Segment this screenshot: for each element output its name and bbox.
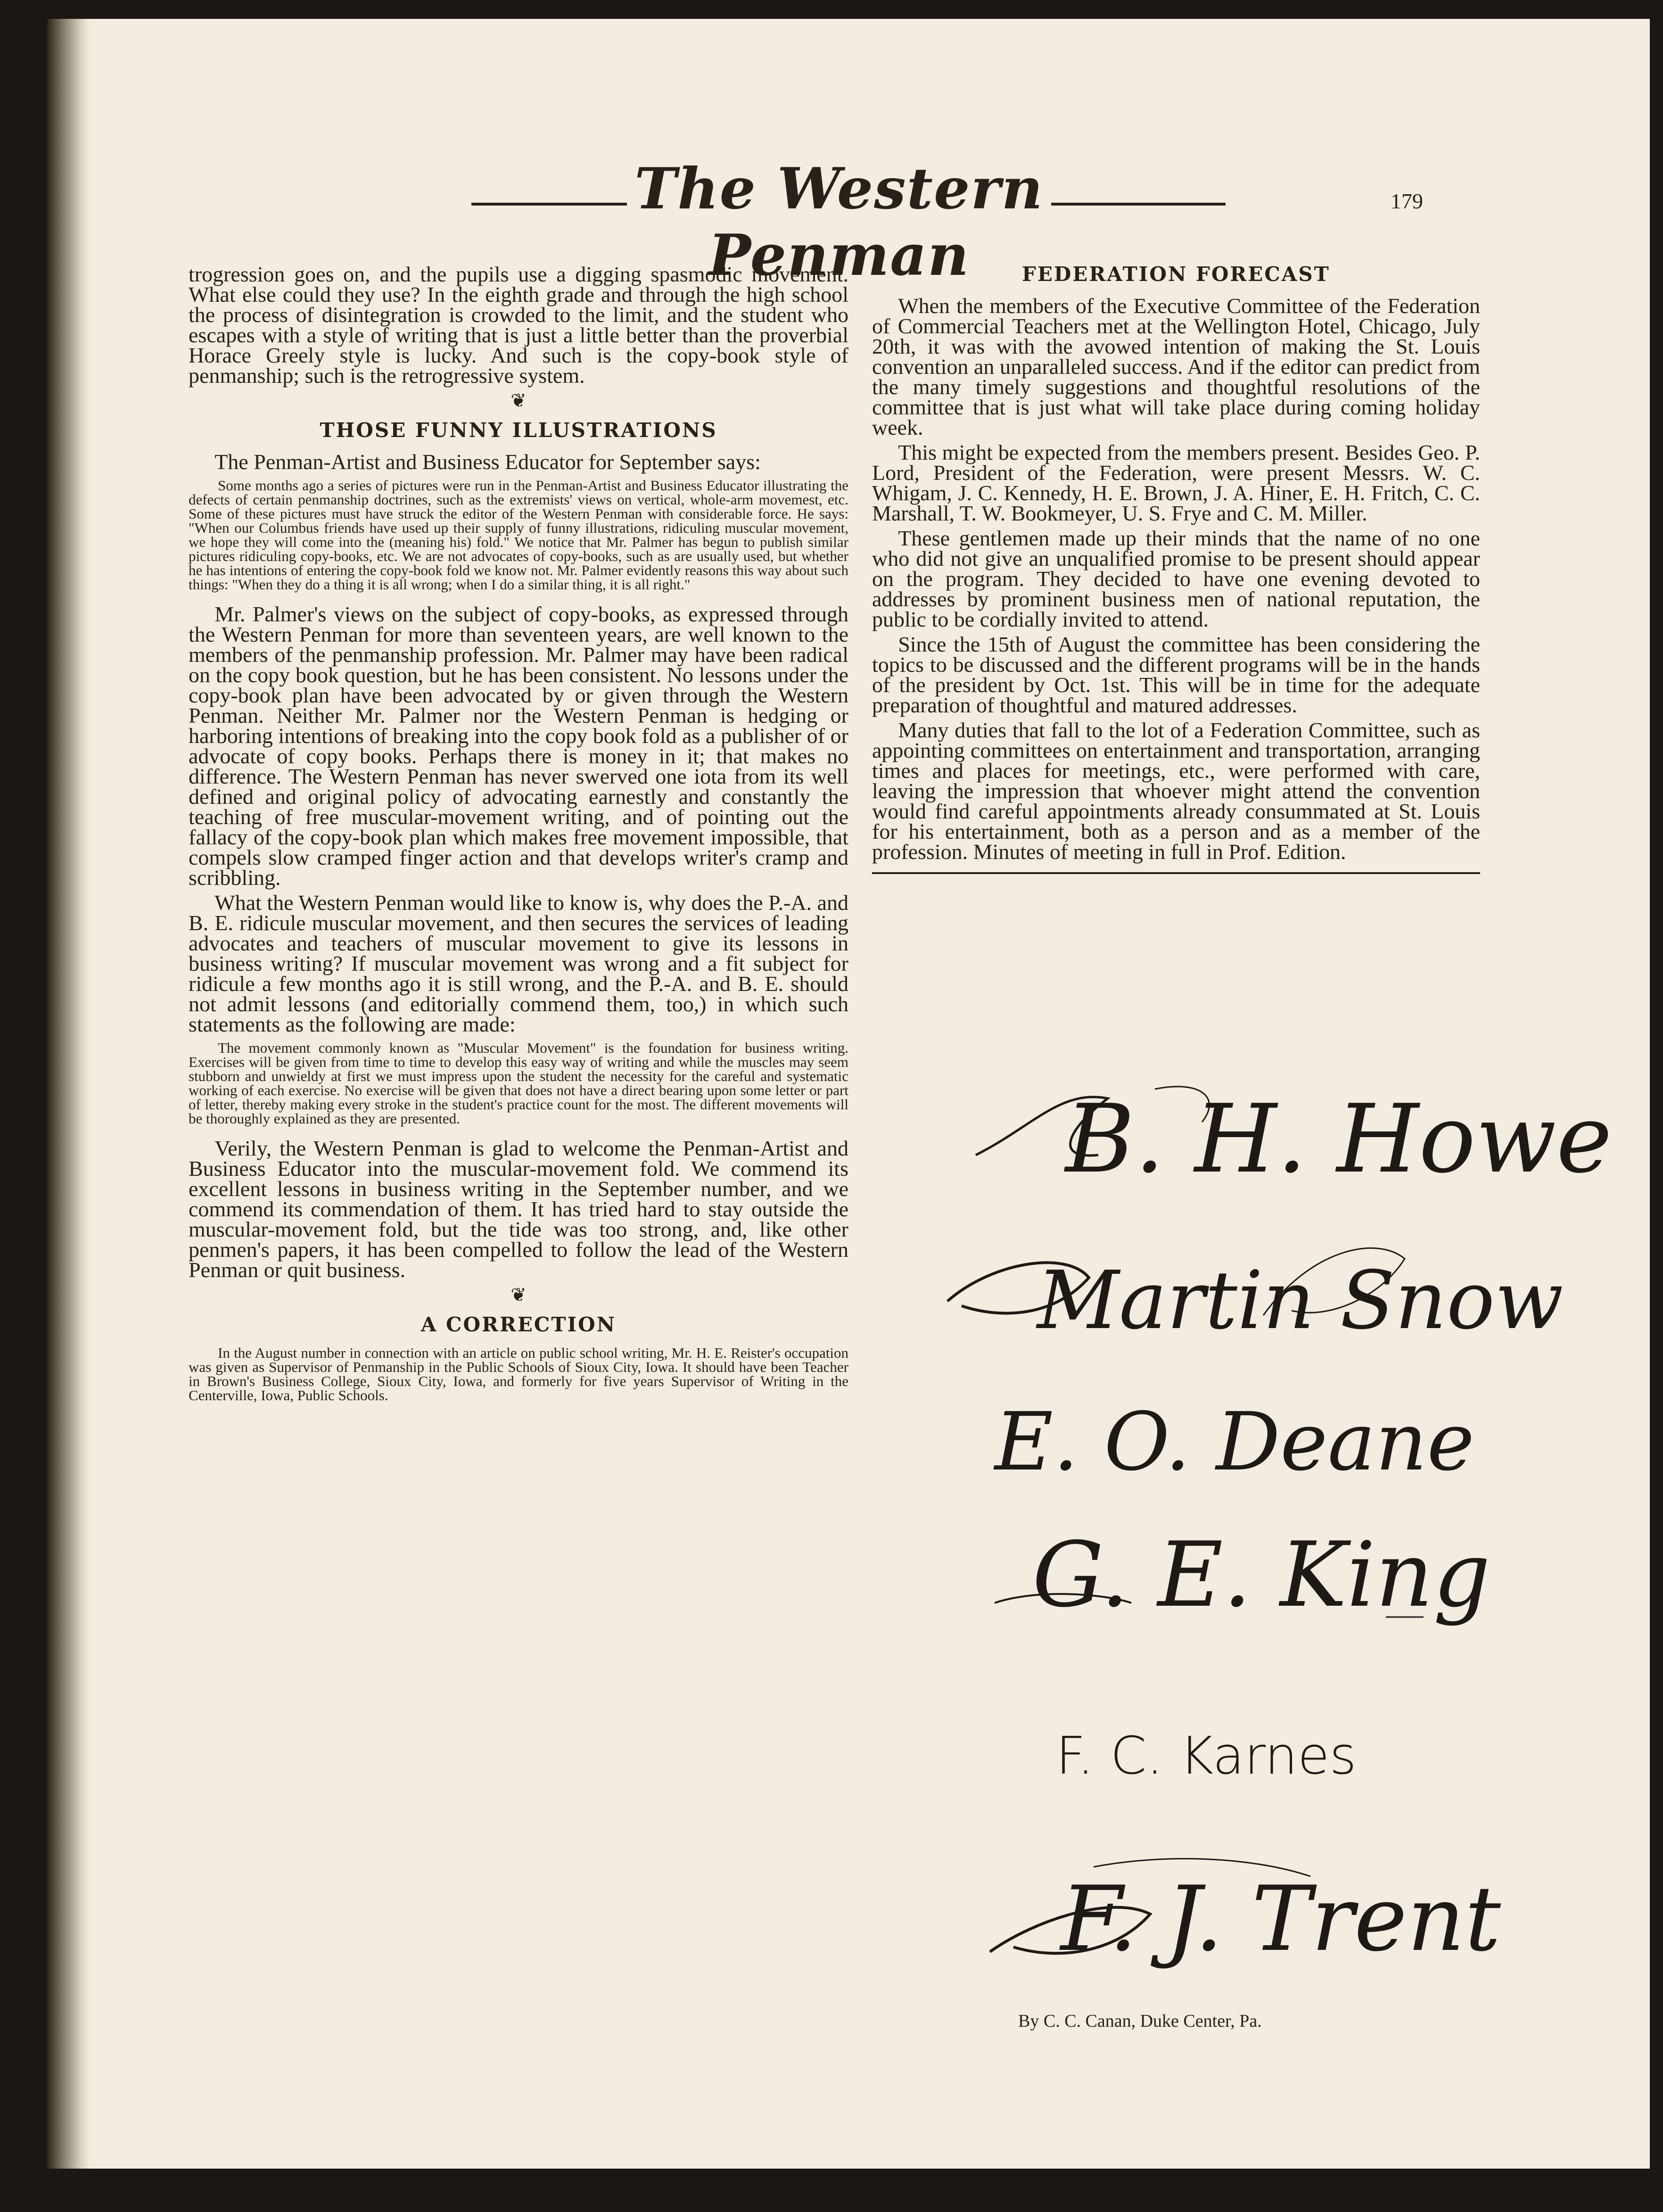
block-quote: The movement commonly known as "Muscular Movement" is the foundation for business writing. Exercises will be given from time to time to develop this easy way of writing and while the muscles may seem stubborn and unwieldy at first we must impress upon the student the necessity for the careful and systematic working of each exercise. No exercise will be given that does not have a direct bearing upon some letter or part of letter, thereby making every stroke in the student's practice count for the most. The different movements will be thoroughly explained as they are presented. bbox=[189, 1040, 848, 1127]
signature-credit: By C. C. Canan, Duke Center, Pa. bbox=[1018, 2011, 1262, 2031]
signature-5: F. C. Karnes bbox=[1056, 1725, 1357, 1786]
page-spine-shadow bbox=[47, 19, 90, 2169]
paragraph: Verily, the Western Penman is glad to welcome the Penman-Artist and Business Educator into the muscular-movement fold. We commend its excellent lessons in business writing in the September number, and we commend its commendation of them. It has tried hard to stay outside the muscular-movement fold, but the tide was too strong, and, like other penmen's papers, it has been compelled to follow the lead of the Western Penman or quit business. bbox=[189, 1136, 848, 1282]
right-column bbox=[872, 264, 1480, 874]
left-column bbox=[189, 264, 848, 1415]
masthead-rule-right bbox=[1051, 203, 1226, 206]
signature-4: G. E. King bbox=[1032, 1523, 1490, 1627]
signature-6: F. J. Trent bbox=[1061, 1867, 1501, 1971]
heading-federation-forecast: FEDERATION FORECAST bbox=[1022, 263, 1330, 286]
paragraph: What the Western Penman would like to know is, why does the P.-A. and B. E. ridicule muscular movement, and then secures the services of leading advocates and teachers of muscular movement to give its lessons in business writing? If muscular movement was wrong and a fit subject for ridicule a few months ago it is still wrong, and the P.-A. and B. E. should not admit lessons (and editorially commend them, too,) in which such statements as the following are made: bbox=[189, 891, 848, 1036]
masthead-rule-left bbox=[471, 203, 627, 206]
block-quote: Some months ago a series of pictures were run in the Penman-Artist and Business Educator illustrating the defects of certain penmanship doctrines, such as the extremists' views on vertical, whole-arm movemest, etc. Some of these pictures must have struck the editor of the Western Penman with considerable force. He says: "When our Columbus friends have used up their supply of funny illustrations, ridiculing muscular movement, we hope they will come into the (meaning his) fold." We notice that Mr. Palmer has begun to publish similar pictures ridiculing copy-books, etc. We are not advocates of copy-books, such as are usually used, but whether he has intentions of entering the copy-book fold we know not. Mr. Palmer evidently reasons this way about such things: "When they do a thing it is all wrong; when I do a similar thing, it is all right." bbox=[189, 477, 848, 593]
paragraph: These gentlemen made up their minds that the name of no one who did not give an unqualified promise to be present should appear on the program. They decided to have one evening devoted to addresses by prominent business men of national reputation, the public to be cordially invited to attend. bbox=[872, 526, 1480, 631]
signature-3: E. O. Deane bbox=[995, 1395, 1475, 1489]
paragraph: This might be expected from the members present. Besides Geo. P. Lord, President of the Federation, were present Messrs. W. C. Whigam, J. C. Kennedy, H. E. Brown, J. A. Hiner, E. H. Fritch, C. C. Marshall, T. W. Bookmeyer, U. S. Frye and C. M. Miller. bbox=[872, 440, 1480, 525]
paragraph: When the members of the Executive Committee of the Federation of Commercial Teachers met at the Wellington Hotel, Chicago, July 20th, it was with the avowed intention of making the St. Louis convention an unparalleled success. And if the editor can predict from the many timely suggestions and thoughtful resolutions of the committee that is just what will take place during coming holiday week. bbox=[872, 294, 1480, 439]
heading-funny-illustrations: THOSE FUNNY ILLUSTRATIONS bbox=[320, 419, 717, 442]
paragraph: The Penman-Artist and Business Educator for September says: bbox=[214, 450, 761, 474]
paragraph: Mr. Palmer's views on the subject of copy-books, as expressed through the Western Penman for more than seventeen years, are well known to the members of the penmanship profession. Mr. Palmer may have been radical on the copy book question, but he has been consistent. No lessons under the copy-book plan have been advocated by or given through the Western Penman. Neither Mr. Palmer nor the Western Penman is hedging or harboring intentions of breaking into the copy book fold as a publisher of or advocate of copy books. Perhaps there is money in it; that makes no difference. The Western Penman has never swerved one iota from its well defined and original policy of advocating earnestly and constantly the teaching of free muscular-movement writing, and of pointing out the fallacy of the copy-book plan which makes free movement impossible, that compels slow cramped finger action and that develops writer's cramp and scribbling. bbox=[189, 602, 848, 890]
signature-2: Martin Snow bbox=[1037, 1254, 1564, 1347]
correction-note: In the August number in connection with an article on public school writing, Mr. H. E. Reister's occupation was given as Supervisor of Penmanship in the Public Schools of Sioux City, Iowa. It should have been Teacher in Brown's Business College, Sioux City, Iowa, and formerly for five years Supervisor of Writing in the Centerville, Iowa, Public Schools. bbox=[189, 1345, 848, 1403]
ornament-icon: ❦ bbox=[510, 390, 527, 411]
page-number: 179 bbox=[1391, 189, 1423, 213]
masthead-title: The Western Penman bbox=[634, 156, 1044, 289]
column-rule bbox=[872, 872, 1480, 874]
paragraph: trogression goes on, and the pupils use a digging spasmodic movement. What else could they use? In the eighth grade and through the high school the process of disintegration is crowded to the limit, and the student who escapes with a style of writing that is just a little better than the proverbial Horace Greely style is lucky. And such is the copy-book style of penmanship; such is the retrogressive system. bbox=[189, 262, 848, 388]
paragraph: Many duties that fall to the lot of a Federation Committee, such as appointing committees on entertainment and transportation, arranging times and places for meetings, etc., were performed with care, leaving the impression that whoever might attend the convention would find careful appointments already consummated at St. Louis for his entertainment, both as a person and as a member of the profession. Minutes of meeting in full in Prof. Edition. bbox=[872, 718, 1480, 864]
paragraph: Since the 15th of August the committee has been considering the topics to be discussed and the different programs will be in the hands of the president by Oct. 1st. This will be in time for the adequate preparation of thoughtful and matured addresses. bbox=[872, 632, 1480, 717]
signature-1: B. H. Howe bbox=[1065, 1084, 1613, 1194]
heading-correction: A CORRECTION bbox=[420, 1313, 617, 1336]
ornament-icon: ❦ bbox=[510, 1284, 527, 1305]
